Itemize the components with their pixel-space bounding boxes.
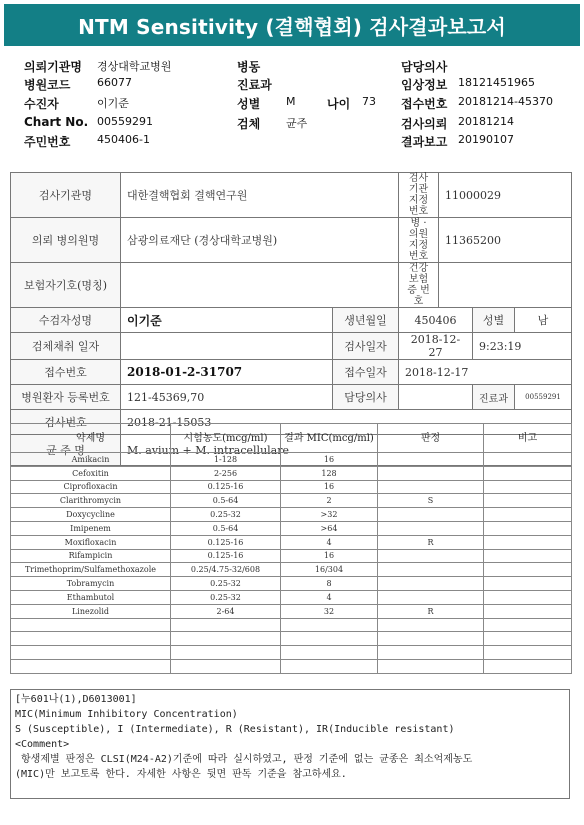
table-row [11, 590, 572, 604]
value-clinical-info: 18121451965 [458, 76, 535, 89]
cell-judge [378, 480, 484, 494]
col-judge: 판정 [378, 424, 484, 453]
cell-range: 0.25-32 [171, 508, 281, 522]
reg-no: 2018-01-2-31707 [121, 360, 333, 385]
cell-mic [281, 659, 378, 673]
cell-range: 0.25-32 [171, 577, 281, 591]
value-receipt-no: 20181214-45370 [458, 95, 553, 108]
cell-drug: Tobramycin [11, 577, 171, 591]
cell-mic: >64 [281, 521, 378, 535]
cell-mic: 2 [281, 494, 378, 508]
col-range: 시험농도(mcg/ml) [171, 424, 281, 453]
cell-judge: R [378, 604, 484, 618]
recv-date: 2018-12-17 [399, 360, 572, 385]
cell-mic: 16 [281, 549, 378, 563]
table-row [11, 480, 572, 494]
table-row [11, 521, 572, 535]
report-title: NTM Sensitivity (결핵협회) 검사결과보고서 [4, 4, 580, 46]
label-report-date: 결과보고 [401, 135, 448, 149]
sex-label: 성별 [473, 308, 515, 333]
cell-note [484, 466, 572, 480]
table-row [11, 604, 572, 618]
collect-date-label: 검체채취 일자 [11, 333, 121, 360]
cell-drug: Ciprofloxacin [11, 480, 171, 494]
ins-cert [439, 263, 572, 308]
cell-range: 0.125-16 [171, 549, 281, 563]
label-age: 나이 [327, 97, 351, 111]
cell-mic: 8 [281, 577, 378, 591]
cell-note [484, 646, 572, 660]
cell-judge [378, 659, 484, 673]
col-mic: 결과 MIC(mcg/ml) [281, 424, 378, 453]
cell-judge [378, 646, 484, 660]
label-resident-no: 주민번호 [24, 135, 71, 149]
label-requesting-institution: 의뢰기관명 [24, 60, 82, 74]
value-specimen: 균주 [286, 117, 308, 130]
ins-cert-label: 건강보험 증 번 호 [399, 263, 439, 308]
cell-note [484, 494, 572, 508]
cell-drug: Moxifloxacin [11, 535, 171, 549]
table-row [11, 494, 572, 508]
test-time: 9:23:19 [473, 333, 572, 360]
table-row [11, 453, 572, 467]
label-patient: 수진자 [24, 97, 59, 111]
label-request-date: 검사의뢰 [401, 117, 448, 131]
dept-code: 00559291 [515, 385, 572, 410]
cell-judge [378, 563, 484, 577]
cell-drug: Clarithromycin [11, 494, 171, 508]
value-age: 73 [362, 95, 376, 108]
cell-drug: Amikacin [11, 453, 171, 467]
cell-note [484, 480, 572, 494]
lab-info-table [10, 172, 572, 466]
hosp-designated: 11365200 [439, 218, 572, 263]
cell-judge: R [378, 535, 484, 549]
comment-line3: <Comment> [15, 739, 70, 750]
cell-judge [378, 618, 484, 632]
insurance [121, 263, 399, 308]
cell-judge [378, 549, 484, 563]
hosp-reg: 121-45369,70 [121, 385, 333, 410]
test-date: 2018-12-27 [399, 333, 473, 360]
table-row [11, 618, 572, 632]
label-attending: 담당의사 [401, 60, 448, 74]
table-row [11, 508, 572, 522]
cell-judge [378, 577, 484, 591]
cell-note [484, 618, 572, 632]
label-specimen: 검체 [237, 117, 261, 131]
test-no-label: 검사번호 [11, 410, 121, 435]
sensitivity-table [10, 423, 572, 674]
cell-mic [281, 618, 378, 632]
comment-box [10, 689, 570, 799]
table-row [11, 646, 572, 660]
value-report-date: 20190107 [458, 133, 514, 146]
cell-note [484, 535, 572, 549]
strain: M. avium + M. intracellulare [121, 435, 572, 466]
reg-no-label: 접수번호 [11, 360, 121, 385]
table-row [11, 549, 572, 563]
col-drug: 약제명 [11, 424, 171, 453]
cell-mic: 128 [281, 466, 378, 480]
cell-range: 0.125-16 [171, 480, 281, 494]
cell-range: 0.5-64 [171, 521, 281, 535]
cell-mic [281, 632, 378, 646]
cell-mic: >32 [281, 508, 378, 522]
cell-drug [11, 632, 171, 646]
cell-range: 2-64 [171, 604, 281, 618]
dob: 450406 [399, 308, 473, 333]
comment-line2: S (Susceptible), I (Intermediate), R (Resistant), IR(Inducible resistant) [15, 724, 455, 735]
table-row [11, 632, 572, 646]
report-header [0, 52, 584, 162]
cell-note [484, 604, 572, 618]
table-row [11, 563, 572, 577]
value-chart-no: 00559291 [97, 115, 153, 128]
cell-mic: 4 [281, 590, 378, 604]
col-note: 비고 [484, 424, 572, 453]
value-patient: 이기준 [97, 97, 129, 110]
req-hospital: 삼광의료재단 (경상대학교병원) [121, 218, 399, 263]
cell-drug: Imipenem [11, 521, 171, 535]
cell-range: 1-128 [171, 453, 281, 467]
label-receipt-no: 접수번호 [401, 97, 448, 111]
value-request-date: 20181214 [458, 115, 514, 128]
doctor [399, 385, 473, 410]
test-org-label: 검사기관명 [11, 173, 121, 218]
cell-drug [11, 646, 171, 660]
cell-drug: Cefoxitin [11, 466, 171, 480]
insurance-label: 보험자기호(명칭) [11, 263, 121, 308]
cell-judge [378, 632, 484, 646]
table-row [11, 659, 572, 673]
comment-code: [누601나(1),D6013001] [15, 694, 137, 705]
cell-note [484, 453, 572, 467]
cell-mic: 4 [281, 535, 378, 549]
cell-note [484, 590, 572, 604]
cell-judge [378, 453, 484, 467]
cell-drug: Rifampicin [11, 549, 171, 563]
cell-judge [378, 508, 484, 522]
test-no: 2018-21-15053 [121, 410, 572, 435]
cell-drug: Trimethoprim/Sulfamethoxazole [11, 563, 171, 577]
cell-note [484, 659, 572, 673]
cell-judge [378, 521, 484, 535]
label-ward: 병동 [237, 60, 261, 74]
cell-range [171, 659, 281, 673]
label-dept: 진료과 [237, 78, 272, 92]
label-sex: 성별 [237, 97, 261, 111]
cell-range [171, 618, 281, 632]
cell-range [171, 632, 281, 646]
cell-note [484, 563, 572, 577]
cell-drug [11, 618, 171, 632]
cell-range: 0.5-64 [171, 494, 281, 508]
sensitivity-rows [11, 453, 572, 674]
hosp-designated-label: 병 · 의원 지정번호 [399, 218, 439, 263]
comment-line1: MIC(Minimum Inhibitory Concentration) [15, 709, 238, 720]
sex: 남 [515, 308, 572, 333]
collect-date [121, 333, 333, 360]
value-hospital-code: 66077 [97, 76, 132, 89]
cell-note [484, 508, 572, 522]
comment-line4: 항생제별 판정은 CLSI(M24-A2)기준에 따라 실시하였고, 판정 기준에 없는 균종은 최소억제농도 [21, 754, 473, 765]
cell-drug [11, 659, 171, 673]
cell-note [484, 632, 572, 646]
hosp-reg-label: 병원환자 등록번호 [11, 385, 121, 410]
cell-mic: 16/304 [281, 563, 378, 577]
cell-range [171, 646, 281, 660]
cell-mic [281, 646, 378, 660]
label-chart-no: Chart No. [24, 115, 89, 129]
cell-range: 0.125-16 [171, 535, 281, 549]
cell-drug: Doxycycline [11, 508, 171, 522]
table-row [11, 535, 572, 549]
designated-no: 11000029 [439, 173, 572, 218]
designated-no-label: 검사기관 지정번호 [399, 173, 439, 218]
cell-range: 2-256 [171, 466, 281, 480]
value-requesting-institution: 경상대학교병원 [97, 60, 172, 73]
cell-mic: 32 [281, 604, 378, 618]
cell-mic: 16 [281, 480, 378, 494]
value-resident-no: 450406-1 [97, 133, 150, 146]
test-date-label: 검사일자 [333, 333, 399, 360]
req-hospital-label: 의뢰 병의원명 [11, 218, 121, 263]
cell-drug: Linezolid [11, 604, 171, 618]
test-org: 대한결핵협회 결핵연구원 [121, 173, 399, 218]
cell-range: 0.25-32 [171, 590, 281, 604]
cell-mic: 16 [281, 453, 378, 467]
dept-label: 진료과 [473, 385, 515, 410]
cell-note [484, 549, 572, 563]
cell-drug: Ethambutol [11, 590, 171, 604]
cell-judge [378, 466, 484, 480]
label-hospital-code: 병원코드 [24, 78, 71, 92]
comment-line5: (MIC)만 보고토록 한다. 자세한 사항은 뒷면 판독 기준을 참고하세요. [15, 769, 347, 780]
dob-label: 생년월일 [333, 308, 399, 333]
cell-note [484, 577, 572, 591]
doctor-label: 담당의사 [333, 385, 399, 410]
table-row [11, 466, 572, 480]
label-clinical-info: 임상정보 [401, 78, 448, 92]
recv-date-label: 접수일자 [333, 360, 399, 385]
cell-judge: S [378, 494, 484, 508]
cell-judge [378, 590, 484, 604]
patient-label: 수검자성명 [11, 308, 121, 333]
strain-label: 균 주 명 [11, 435, 121, 466]
value-sex: M [286, 95, 296, 108]
table-row [11, 577, 572, 591]
cell-range: 0.25/4.75-32/608 [171, 563, 281, 577]
cell-note [484, 521, 572, 535]
patient-name: 이기준 [121, 308, 333, 333]
